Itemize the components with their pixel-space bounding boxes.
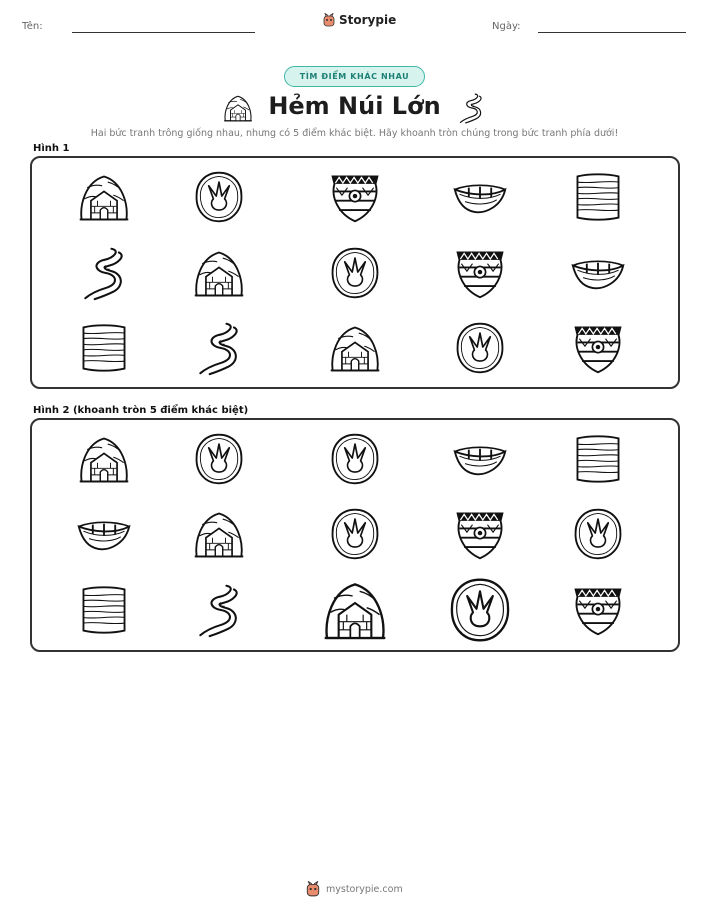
cliff-house-icon[interactable] <box>72 169 136 225</box>
picture2-label: Hình 2 (khoanh tròn 5 điểm khác biệt) <box>33 405 249 416</box>
clay-pot-icon[interactable] <box>323 169 387 225</box>
dinosaur-footprint-icon[interactable] <box>187 169 251 225</box>
dinosaur-footprint-icon[interactable] <box>440 575 520 645</box>
cliff-house-icon[interactable] <box>187 506 251 562</box>
clay-pot-icon[interactable] <box>566 582 630 638</box>
cliff-house-icon[interactable] <box>187 245 251 301</box>
clay-pot-icon[interactable] <box>448 506 512 562</box>
river-icon[interactable] <box>72 245 136 301</box>
clay-pot-icon[interactable] <box>566 320 630 376</box>
canoe-icon[interactable] <box>566 245 630 301</box>
picture1-label: Hình 1 <box>33 143 70 154</box>
river-icon[interactable] <box>187 320 251 376</box>
date-label: Ngày: <box>492 21 521 32</box>
river-icon[interactable] <box>187 582 251 638</box>
brand-name: Storypie <box>339 13 397 27</box>
dinosaur-footprint-icon[interactable] <box>323 506 387 562</box>
instructions: Hai bức tranh trông giống nhau, nhưng có 5 điểm khác biệt. Hãy khoanh tròn chúng trong bức tranh phía dưới! <box>90 128 619 139</box>
storypie-mascot-icon <box>323 13 335 27</box>
rock-layers-icon[interactable] <box>566 431 630 487</box>
dinosaur-footprint-icon[interactable] <box>187 431 251 487</box>
storypie-mascot-icon <box>306 881 320 897</box>
cliff-house-icon[interactable] <box>315 575 395 645</box>
rock-layers-icon[interactable] <box>72 320 136 376</box>
footer <box>306 881 403 897</box>
brand-logo <box>323 13 396 27</box>
dinosaur-footprint-icon[interactable] <box>566 506 630 562</box>
cliff-house-icon[interactable] <box>323 320 387 376</box>
title-river-icon <box>455 92 487 124</box>
dinosaur-footprint-icon[interactable] <box>323 245 387 301</box>
date-line[interactable] <box>538 32 686 33</box>
dinosaur-footprint-icon[interactable] <box>448 320 512 376</box>
page-title: Hẻm Núi Lớn <box>268 92 441 120</box>
footer-url: mystorypie.com <box>326 883 403 895</box>
clay-pot-icon[interactable] <box>448 245 512 301</box>
worksheet-type-badge: TÌM ĐIỂM KHÁC NHAU <box>284 66 425 87</box>
canoe-icon[interactable] <box>448 431 512 487</box>
dinosaur-footprint-icon[interactable] <box>323 431 387 487</box>
rock-layers-icon[interactable] <box>566 169 630 225</box>
cliff-house-icon[interactable] <box>72 431 136 487</box>
rock-layers-icon[interactable] <box>72 582 136 638</box>
canoe-icon[interactable] <box>448 169 512 225</box>
name-label: Tên: <box>22 21 43 32</box>
name-line[interactable] <box>72 32 255 33</box>
canoe-icon[interactable] <box>72 506 136 562</box>
